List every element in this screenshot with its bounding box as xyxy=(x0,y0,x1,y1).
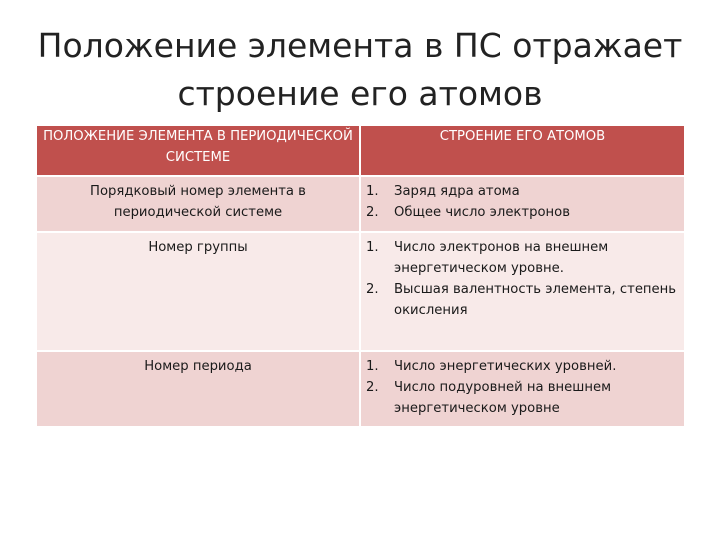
list-item xyxy=(366,181,684,202)
row-structure-cell xyxy=(360,176,684,232)
row-position-cell: Номер периода xyxy=(37,351,360,426)
structure-list xyxy=(366,237,684,321)
list-item xyxy=(366,356,684,377)
row-structure-cell xyxy=(360,351,684,426)
list-text: Число подуровней на внешнем энергетическом уровне xyxy=(394,380,612,416)
list-item xyxy=(366,377,684,419)
title-line-1: Положение элемента в ПС отражает xyxy=(37,26,683,65)
list-text: Число энергетических уровней. xyxy=(394,359,617,374)
structure-list xyxy=(366,181,684,223)
list-number: 1. xyxy=(366,240,379,255)
list-text: Общее число электронов xyxy=(394,205,570,220)
row-structure-cell xyxy=(360,232,684,351)
row-position-cell: Порядковый номер элемента в периодической системе xyxy=(37,176,360,232)
comparison-table xyxy=(37,126,684,426)
list-number: 2. xyxy=(366,205,379,220)
header-structure: СТРОЕНИЕ ЕГО АТОМОВ xyxy=(360,126,684,176)
table-row xyxy=(37,351,684,426)
list-item xyxy=(366,237,684,279)
list-text: Заряд ядра атома xyxy=(394,184,520,199)
header-position: ПОЛОЖЕНИЕ ЭЛЕМЕНТА В ПЕРИОДИЧЕСКОЙ СИСТЕМЕ xyxy=(37,126,360,176)
list-number: 1. xyxy=(366,184,379,199)
row-position-cell: Номер группы xyxy=(37,232,360,351)
slide-title xyxy=(0,22,720,118)
list-text: Высшая валентность элемента, степень окисления xyxy=(394,282,677,318)
title-line-2: строение его атомов xyxy=(177,74,543,113)
table-row xyxy=(37,232,684,351)
list-number: 1. xyxy=(366,359,379,374)
table-header-row xyxy=(37,126,684,176)
list-item xyxy=(366,279,684,321)
structure-list xyxy=(366,356,684,419)
list-item xyxy=(366,202,684,223)
list-text: Число электронов на внешнем энергетическом уровне. xyxy=(394,240,609,276)
list-number: 2. xyxy=(366,380,379,395)
list-number: 2. xyxy=(366,282,379,297)
table-row xyxy=(37,176,684,232)
